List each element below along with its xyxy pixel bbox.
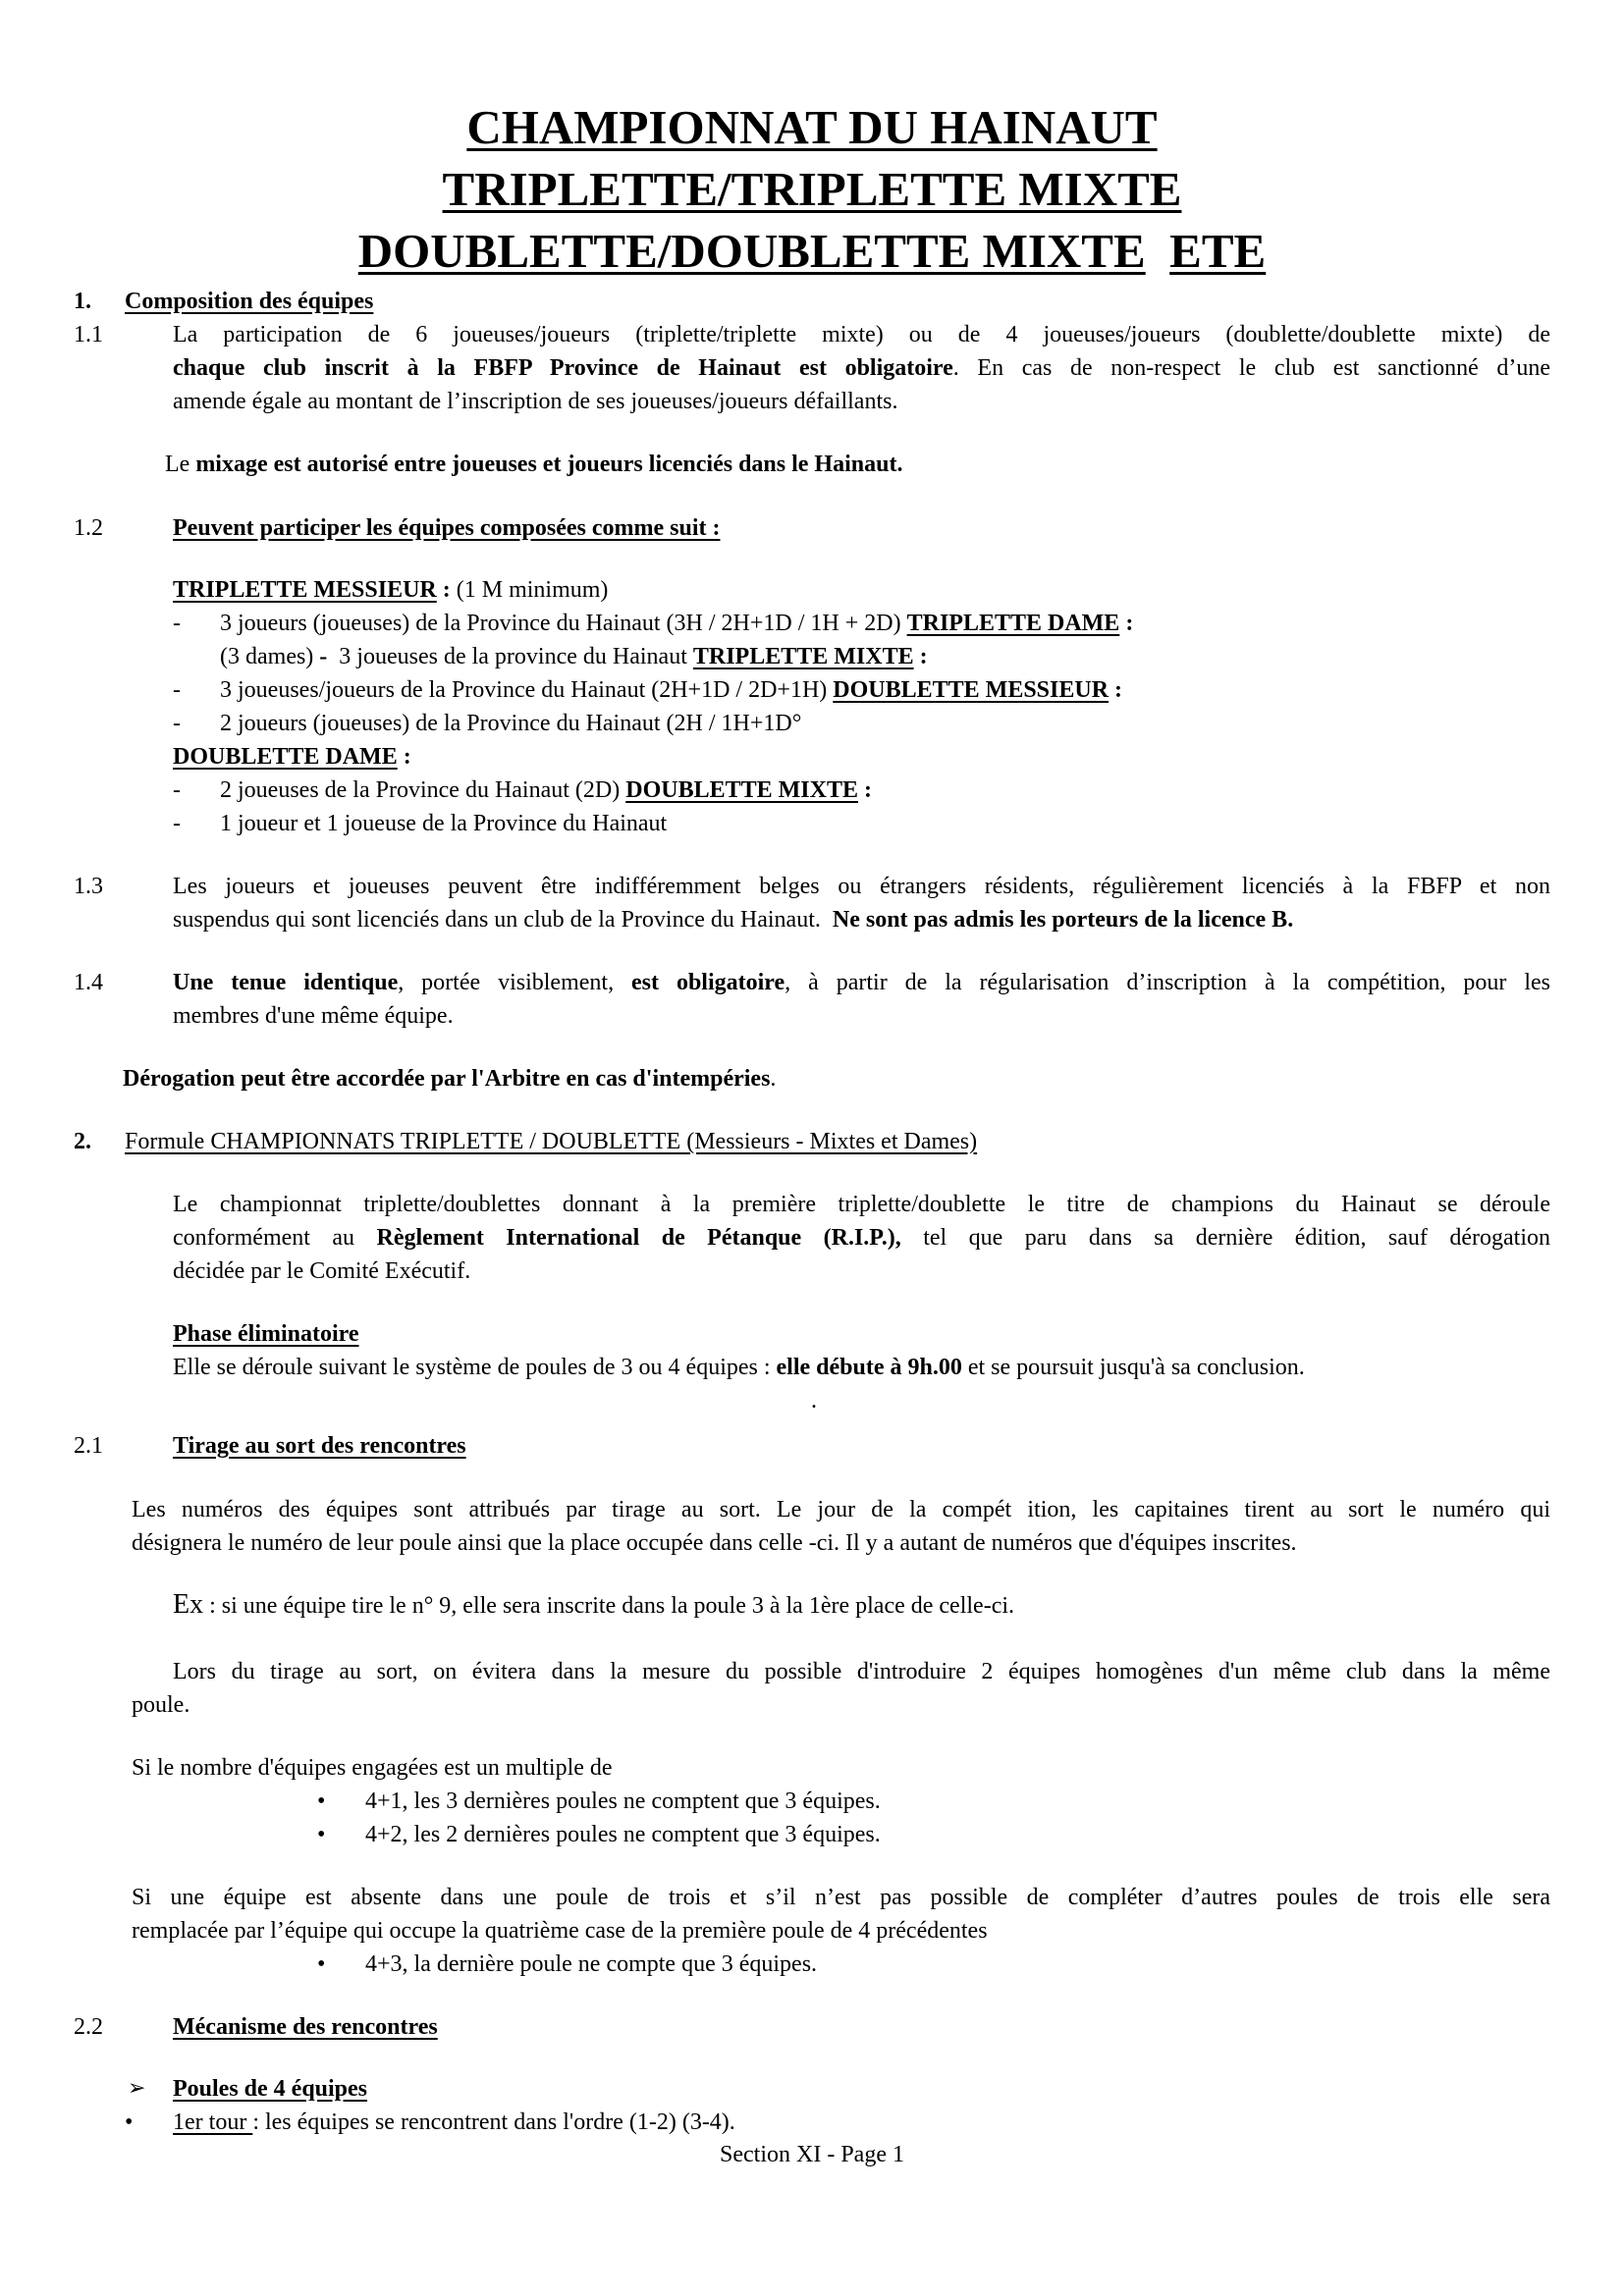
list-item-3 <box>220 673 1122 707</box>
example-line <box>173 1588 1014 1623</box>
triplette-messieur-note: (1 M minimum) <box>450 577 609 603</box>
list-item-2-rest: 3 joueuses de la province du Hainaut <box>327 644 693 669</box>
phase-heading: Phase éliminatoire <box>173 1321 359 1347</box>
arrow-bullet-icon: ➢ <box>128 2076 146 2101</box>
mixage-bold: mixage est autorisé entre joueuses et joueurs licenciés dans le Hainaut. <box>195 452 903 477</box>
bullet-2: • <box>317 1822 326 1847</box>
bullet-4: • <box>125 2109 134 2135</box>
section-2-intro-line-3: décidée par le Comité Exécutif. <box>173 1258 471 1284</box>
para-2-1-p4-line-2: remplacée par l’équipe qui occupe la quatrième case de la première poule de 4 précédentes <box>132 1918 988 1944</box>
intro-bold: Règlement International de Pétanque (R.I.P.), <box>376 1225 901 1251</box>
para-2-1-p4-line-1: Si une équipe est absente dans une poule de trois et s’il n’est pas possible de compléter d’autres poules de trois elle sera <box>132 1885 1550 1910</box>
list-dash-2: - <box>319 644 328 669</box>
title-line-3b: ETE <box>1169 224 1267 278</box>
para-2-2-number: 2.2 <box>74 2014 103 2040</box>
phase-pre: Elle se déroule suivant le système de poules de 3 ou 4 équipes : <box>173 1355 777 1380</box>
list-item-3-text: 3 joueuses/joueurs de la Province du Hainaut (2H+1D / 2D+1H) <box>220 677 834 703</box>
para-1-3-line-1: Les joueurs et joueuses peuvent être indifféremment belges ou étrangers résidents, régulièrement licenciés à la FBFP et non <box>173 874 1550 899</box>
section-2-number: 2. <box>74 1129 91 1154</box>
triplette-mixte-colon: : <box>913 644 928 669</box>
para-1-2-number: 1.2 <box>74 515 103 541</box>
triplette-messieur-colon: : <box>436 577 451 603</box>
bullet-1: • <box>317 1789 326 1814</box>
para-1-1-bold: chaque club inscrit à la FBFP Province de Hainaut est obligatoire <box>173 355 953 381</box>
list-item-5-text: 2 joueuses de la Province du Hainaut (2D) <box>220 777 626 803</box>
para-1-1-line-1: La participation de 6 joueuses/joueurs (triplette/triplette mixte) ou de 4 joueuses/joueurs (doublette/doublette mixte) de <box>173 322 1550 347</box>
triplette-messieur-line <box>173 573 608 607</box>
para-1-3-bold: Ne sont pas admis les porteurs de la licence B. <box>832 907 1294 933</box>
para-1-1-rest: . En cas de non-respect le club est sanctionné d’une <box>952 355 1551 381</box>
para-1-4-line-2: membres d'une même équipe. <box>173 1003 454 1029</box>
para-2-1-number: 2.1 <box>74 1433 103 1459</box>
para-1-1-line-3: amende égale au montant de l’inscription de ses joueuses/joueurs défaillants. <box>173 389 898 414</box>
derogation-end: . <box>770 1066 777 1092</box>
tour-label: 1er tour <box>173 2109 253 2135</box>
list-dash-1: - <box>173 611 181 636</box>
phase-post: et se poursuit jusqu'à sa conclusion. <box>961 1355 1305 1380</box>
section-2-intro-line-1: Le championnat triplette/doublettes donnant à la première triplette/doublette le titre de champions du Hainaut se déroule <box>173 1192 1550 1217</box>
list-item-6: 1 joueur et 1 joueuse de la Province du Hainaut <box>220 811 668 836</box>
triplette-dame-colon: : <box>1119 611 1134 636</box>
derogation-bold: Dérogation peut être accordée par l'Arbitre en cas d'intempéries <box>123 1066 771 1092</box>
doublette-dame-colon: : <box>397 744 411 770</box>
bullet-item-3: 4+3, la dernière poule ne compte que 3 équipes. <box>365 1951 818 1977</box>
para-1-2-heading: Peuvent participer les équipes composées comme suit : <box>173 515 721 541</box>
intro-rest: tel que paru dans sa dernière édition, sauf dérogation <box>900 1225 1550 1251</box>
para-1-4-text-2: , à partir de la régularisation d’inscription à la compétition, pour les <box>785 970 1551 995</box>
bullet-3: • <box>317 1951 326 1977</box>
para-1-4-bold-1: Une tenue identique <box>173 970 399 995</box>
bullet-item-2: 4+2, les 2 dernières poules ne comptent que 3 équipes. <box>365 1822 881 1847</box>
list-item-5 <box>220 774 872 807</box>
triplette-dame-label: TRIPLETTE DAME <box>906 611 1120 636</box>
para-1-4-line-1 <box>173 966 1550 999</box>
list-item-4: 2 joueurs (joueuses) de la Province du Hainaut (2H / 1H+1D° <box>220 711 802 736</box>
list-dash-4: - <box>173 711 181 736</box>
para-2-1-heading: Tirage au sort des rencontres <box>173 1433 466 1459</box>
doublette-messieur-colon: : <box>1109 677 1123 703</box>
doublette-dame-label: DOUBLETTE DAME <box>173 744 398 770</box>
tour-text: : les équipes se rencontrent dans l'ordre (1-2) (3-4). <box>252 2109 735 2135</box>
title-line-3a: DOUBLETTE/DOUBLETTE MIXTE <box>357 224 1146 278</box>
para-1-4-number: 1.4 <box>74 970 103 995</box>
doublette-mixte-label: DOUBLETTE MIXTE <box>625 777 858 803</box>
tour-line <box>173 2106 735 2139</box>
para-1-3-number: 1.3 <box>74 874 103 899</box>
example-rest: : si une équipe tire le n° 9, elle sera inscrite dans la poule 3 à la 1ère place de celle-ci. <box>203 1593 1015 1619</box>
list-dash-6: - <box>173 811 181 836</box>
mixage-note <box>165 448 902 481</box>
section-2-intro-line-2 <box>173 1221 1550 1255</box>
section-2-heading: Formule CHAMPIONNATS TRIPLETTE / DOUBLETTE (Messieurs - Mixtes et Dames) <box>125 1129 978 1154</box>
doublette-messieur-label: DOUBLETTE MESSIEUR <box>833 677 1110 703</box>
doublette-mixte-colon: : <box>857 777 872 803</box>
para-1-1-line-2 <box>173 351 1550 385</box>
para-2-2-heading: Mécanisme des rencontres <box>173 2014 438 2040</box>
intro-pre: conformément au <box>173 1225 377 1251</box>
para-2-1-p1-line-2: désignera le numéro de leur poule ainsi que la place occupée dans celle -ci. Il y a autant de numéros que d'équipes inscrites. <box>132 1530 1297 1556</box>
section-1-heading: Composition des équipes <box>125 289 374 314</box>
phase-bold: elle débute à 9h.00 <box>776 1355 962 1380</box>
triplette-messieur-label: TRIPLETTE MESSIEUR <box>173 577 437 603</box>
para-1-4-bold-2: est obligatoire <box>631 970 785 995</box>
list-dash-3: - <box>173 677 181 703</box>
poules-4-heading: Poules de 4 équipes <box>173 2076 368 2102</box>
para-1-3-line-2 <box>173 903 1293 936</box>
derogation-note <box>123 1062 776 1095</box>
phase-text <box>173 1351 1305 1384</box>
list-item-1 <box>220 607 1133 640</box>
example-lead: Ex <box>173 1589 204 1620</box>
page-footer: Section XI - Page 1 <box>720 2142 904 2167</box>
list-dash-5: - <box>173 777 181 803</box>
title-line-3 <box>0 222 1624 281</box>
doublette-dame-line <box>173 740 411 774</box>
title-line-1: CHAMPIONNAT DU HAINAUT <box>466 100 1158 154</box>
stray-dot: . <box>811 1388 817 1414</box>
list-item-2-text: (3 dames) <box>220 644 320 669</box>
mixage-pre: Le <box>165 452 196 477</box>
para-2-1-p2-line-2: poule. <box>132 1692 190 1718</box>
list-item-1-text: 3 joueurs (joueuses) de la Province du Hainaut (3H / 2H+1D / 1H + 2D) <box>220 611 907 636</box>
para-1-4-text-1: , portée visiblement, <box>398 970 632 995</box>
para-1-1-number: 1.1 <box>74 322 103 347</box>
para-2-1-p2-line-1: Lors du tirage au sort, on évitera dans la mesure du possible d'introduire 2 équipes homogènes d'un même club dans la même <box>173 1659 1550 1684</box>
para-2-1-p3: Si le nombre d'équipes engagées est un multiple de <box>132 1755 613 1781</box>
list-item-2 <box>220 640 928 673</box>
para-1-3-text: suspendus qui sont licenciés dans un club de la Province du Hainaut. <box>173 907 833 933</box>
title-line-2: TRIPLETTE/TRIPLETTE MIXTE <box>442 162 1182 216</box>
triplette-mixte-label: TRIPLETTE MIXTE <box>692 644 914 669</box>
para-2-1-p1-line-1: Les numéros des équipes sont attribués par tirage au sort. Le jour de la compét ition, les capitaines tirent au sort le numéro qui <box>132 1497 1550 1522</box>
section-1-number: 1. <box>74 289 91 314</box>
bullet-item-1: 4+1, les 3 dernières poules ne comptent que 3 équipes. <box>365 1789 881 1814</box>
